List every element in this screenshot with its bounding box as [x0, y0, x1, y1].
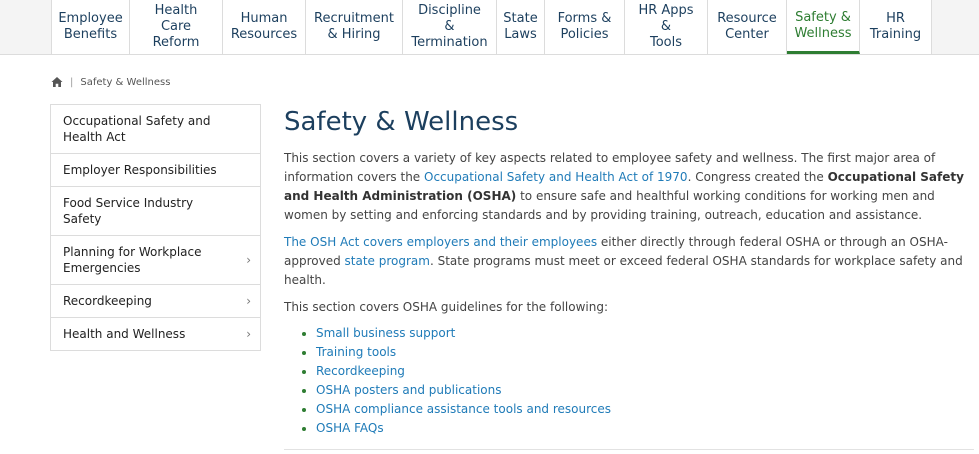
intro-text-3: to ensure safe and healthful working conditions for working men and women by setting and enforcing standards and by providing training, outreach, education and assistance. [284, 189, 935, 222]
osh-act-coverage-link[interactable]: The OSH Act covers employers and their employees [284, 235, 598, 249]
breadcrumb-current: Safety & Wellness [80, 76, 171, 88]
nav-label-line2: Center [725, 27, 769, 42]
nav-label-line2: Wellness [794, 25, 852, 41]
intro-text-1: This section covers a variety of key aspects related to employee safety and wellness. The first major area of information covers the [284, 151, 936, 184]
home-icon[interactable] [51, 76, 63, 88]
nav-label-line2: Termination [411, 35, 488, 50]
intro-text-2: . Congress created the [687, 170, 828, 184]
nav-label-line2: Benefits [63, 27, 118, 42]
nav-item-safety-wellness[interactable] [787, 0, 860, 54]
nav-item-discipline-termination[interactable] [403, 0, 497, 54]
nav-label-line1: HR Apps & [638, 3, 694, 34]
nav-label-line1: Health Care [154, 3, 198, 34]
osha-bold-text: Occupational Safety and Health Administration (OSHA) [284, 170, 964, 203]
nav-item-resource-center[interactable] [708, 0, 787, 54]
nav-item-state-laws[interactable] [497, 0, 545, 54]
osha-faqs-link[interactable]: OSHA FAQs [316, 421, 384, 435]
sidebar-item-food-service-safety[interactable] [51, 187, 260, 236]
nav-label-line1: Discipline & [418, 3, 481, 34]
chevron-right-icon[interactable]: › [246, 327, 251, 341]
nav-item-employee-benefits[interactable] [51, 0, 130, 54]
guidelines-list [284, 324, 974, 438]
sidebar-item-label: Employer Responsibilities [63, 163, 217, 177]
content-divider [284, 449, 974, 450]
coverage-text-1: either directly through federal OSHA or through an OSHA-approved [284, 235, 948, 268]
nav-label-line2: & Hiring [327, 27, 381, 42]
nav-label-line1: Safety & [795, 9, 851, 25]
nav-item-hr-training[interactable] [860, 0, 932, 54]
chevron-right-icon[interactable]: › [246, 253, 251, 267]
sidebar-item-recordkeeping[interactable] [51, 285, 260, 318]
list-item [316, 343, 974, 362]
nav-label-line1: Recruitment [314, 11, 394, 26]
nav-label-line2: Tools [649, 35, 683, 50]
nav-label-line2: Laws [504, 27, 537, 42]
nav-label-line1: Human [240, 11, 288, 26]
main-content [284, 105, 974, 438]
nav-label-line2: Training [869, 27, 922, 42]
list-item [316, 400, 974, 419]
nav-label-line1: Resource [717, 11, 777, 26]
nav-label-line2: Policies [560, 27, 609, 42]
nav-item-health-care-reform[interactable] [130, 0, 223, 54]
chevron-right-icon[interactable]: › [246, 294, 251, 308]
training-tools-link[interactable]: Training tools [316, 345, 397, 359]
nav-item-hr-apps-tools[interactable] [625, 0, 708, 54]
nav-label-line2: Resources [230, 27, 298, 42]
sidebar-item-label: Recordkeeping [63, 294, 152, 308]
list-item [316, 362, 974, 381]
intro-paragraph [284, 149, 974, 225]
nav-label-line2: Reform [152, 35, 200, 50]
sidebar-item-label: Health and Wellness [63, 327, 186, 341]
guidelines-intro: This section covers OSHA guidelines for the following: [284, 300, 608, 314]
sidebar-item-label: Occupational Safety and Health Act [63, 114, 211, 144]
list-item [316, 381, 974, 400]
sidebar-item-label: Food Service Industry Safety [63, 196, 194, 226]
sidebar-menu [50, 104, 261, 351]
recordkeeping-link[interactable]: Recordkeeping [316, 364, 405, 378]
breadcrumb-separator: | [70, 76, 74, 88]
sidebar-item-employer-responsibilities[interactable] [51, 154, 260, 187]
osha-compliance-tools-link[interactable]: OSHA compliance assistance tools and resources [316, 402, 612, 416]
osh-act-1970-link[interactable]: Occupational Safety and Health Act of 1970 [424, 170, 688, 184]
nav-label-line1: Forms & [557, 11, 612, 26]
nav-label-line1: HR [886, 11, 905, 26]
nav-label-line1: State [503, 11, 538, 26]
sidebar-item-health-wellness[interactable] [51, 318, 260, 351]
coverage-paragraph [284, 233, 974, 290]
breadcrumb [51, 75, 170, 89]
nav-item-forms-policies[interactable] [545, 0, 625, 54]
nav-item-recruitment-hiring[interactable] [306, 0, 403, 54]
nav-label-line1: Employee [58, 11, 123, 26]
list-item [316, 324, 974, 343]
nav-item-human-resources[interactable] [223, 0, 306, 54]
page-title: Safety & Wellness [284, 107, 519, 137]
state-program-link[interactable]: state program [344, 254, 430, 268]
top-navigation [0, 0, 979, 55]
osha-posters-link[interactable]: OSHA posters and publications [316, 383, 502, 397]
top-nav-list [51, 0, 932, 54]
coverage-text-2: . State programs must meet or exceed federal OSHA standards for workplace safety and health. [284, 254, 963, 287]
small-business-support-link[interactable]: Small business support [316, 326, 456, 340]
list-item [316, 419, 974, 438]
sidebar-item-osh-act[interactable] [51, 105, 260, 154]
sidebar-item-workplace-emergencies[interactable] [51, 236, 260, 285]
sidebar-item-label: Planning for Workplace Emergencies [63, 245, 202, 275]
